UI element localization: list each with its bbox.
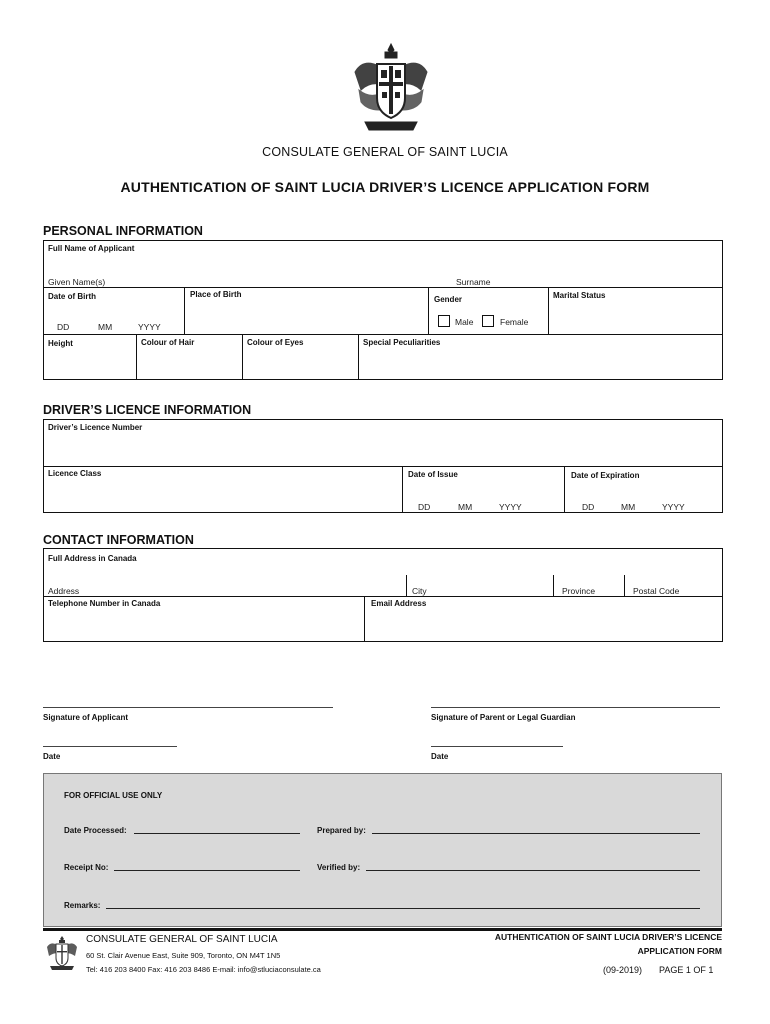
footer-divider (43, 928, 722, 931)
divider (44, 334, 722, 335)
divider (44, 287, 722, 288)
height-label: Height (48, 339, 73, 348)
special-peculiarities-label: Special Peculiarities (363, 338, 441, 347)
contact-info-box (43, 548, 723, 642)
female-label: Female (500, 317, 529, 327)
city-label: City (412, 586, 427, 596)
female-checkbox[interactable] (482, 315, 494, 327)
applicant-date-label: Date (43, 752, 61, 761)
consulate-heading: CONSULATE GENERAL OF SAINT LUCIA (262, 145, 508, 159)
footer-form-title-1: AUTHENTICATION OF SAINT LUCIA DRIVER’S LICENCE (494, 932, 722, 942)
issue-dd: DD (418, 502, 431, 512)
email-label: Email Address (371, 599, 427, 608)
guardian-signature-label: Signature of Parent or Legal Guardian (431, 713, 576, 722)
date-of-issue-label: Date of Issue (408, 470, 458, 479)
divider (136, 334, 137, 380)
remarks-field[interactable] (106, 908, 700, 909)
footer-consulate: CONSULATE GENERAL OF SAINT LUCIA (86, 934, 278, 945)
verified-by-label: Verified by: (317, 863, 361, 872)
date-of-expiration-label: Date of Expiration (571, 471, 640, 480)
dob-dd: DD (57, 322, 70, 332)
licence-info-heading: DRIVER’S LICENCE INFORMATION (43, 403, 252, 417)
divider (358, 334, 359, 380)
full-address-label: Full Address in Canada (48, 554, 137, 563)
licence-class-label: Licence Class (48, 469, 102, 478)
dob-label: Date of Birth (48, 292, 96, 301)
divider (364, 596, 365, 642)
footer-version: (09-2019) (603, 965, 643, 975)
verified-by-field[interactable] (366, 870, 700, 871)
divider (402, 466, 403, 513)
hair-colour-label: Colour of Hair (141, 338, 195, 347)
footer-page-number: PAGE 1 OF 1 (659, 965, 714, 975)
issue-mm: MM (458, 502, 473, 512)
telephone-label: Telephone Number in Canada (48, 599, 161, 608)
pob-label: Place of Birth (190, 290, 242, 299)
prepared-by-label: Prepared by: (317, 826, 366, 835)
surname-label: Surname (456, 277, 491, 287)
divider (553, 575, 554, 596)
guardian-date-label: Date (431, 752, 449, 761)
divider (406, 575, 407, 596)
eye-colour-label: Colour of Eyes (247, 338, 304, 347)
male-checkbox[interactable] (438, 315, 450, 327)
date-processed-field[interactable] (134, 833, 300, 834)
licence-number-label: Driver’s Licence Number (48, 423, 143, 432)
personal-info-heading: PERSONAL INFORMATION (43, 224, 203, 238)
full-name-label: Full Name of Applicant (48, 244, 135, 253)
divider (184, 287, 185, 334)
guardian-signature-line[interactable] (431, 707, 720, 708)
divider (564, 466, 565, 513)
divider (624, 575, 625, 596)
prepared-by-field[interactable] (372, 833, 700, 834)
dob-mm: MM (98, 322, 113, 332)
marital-status-label: Marital Status (553, 291, 606, 300)
official-use-heading: FOR OFFICIAL USE ONLY (64, 791, 163, 800)
applicant-signature-line[interactable] (43, 707, 333, 708)
receipt-no-field[interactable] (114, 870, 300, 871)
personal-info-box (43, 240, 723, 380)
expiry-yyyy: YYYY (662, 502, 685, 512)
dob-yyyy: YYYY (138, 322, 161, 332)
footer-contact: Tel: 416 203 8400 Fax: 416 203 8486 E-mail: info@stluciaconsulate.ca (86, 965, 321, 974)
guardian-date-line[interactable] (431, 746, 563, 747)
contact-info-heading: CONTACT INFORMATION (43, 533, 194, 547)
divider (242, 334, 243, 380)
footer-address: 60 St. Clair Avenue East, Suite 909, Toronto, ON M4T 1N5 (86, 951, 281, 960)
province-label: Province (562, 586, 596, 596)
remarks-label: Remarks: (64, 901, 101, 910)
saint-lucia-coat-of-arms-icon (345, 42, 437, 136)
given-names-label: Given Name(s) (48, 277, 106, 287)
receipt-no-label: Receipt No: (64, 863, 109, 872)
gender-label: Gender (434, 295, 463, 304)
expiry-mm: MM (621, 502, 636, 512)
date-processed-label: Date Processed: (64, 826, 127, 835)
divider (548, 287, 549, 334)
issue-yyyy: YYYY (499, 502, 522, 512)
divider (44, 466, 722, 467)
footer-form-title-2: APPLICATION FORM (637, 946, 722, 956)
form-title: AUTHENTICATION OF SAINT LUCIA DRIVER’S LICENCE APPLICATION FORM (120, 179, 650, 195)
address-label: Address (48, 586, 80, 596)
licence-info-box (43, 419, 723, 513)
divider (44, 596, 722, 597)
divider (428, 287, 429, 334)
expiry-dd: DD (582, 502, 595, 512)
applicant-date-line[interactable] (43, 746, 177, 747)
applicant-signature-label: Signature of Applicant (43, 713, 129, 722)
postal-code-label: Postal Code (633, 586, 680, 596)
male-label: Male (455, 317, 474, 327)
footer-crest-icon (44, 935, 80, 973)
official-use-box (43, 773, 722, 927)
